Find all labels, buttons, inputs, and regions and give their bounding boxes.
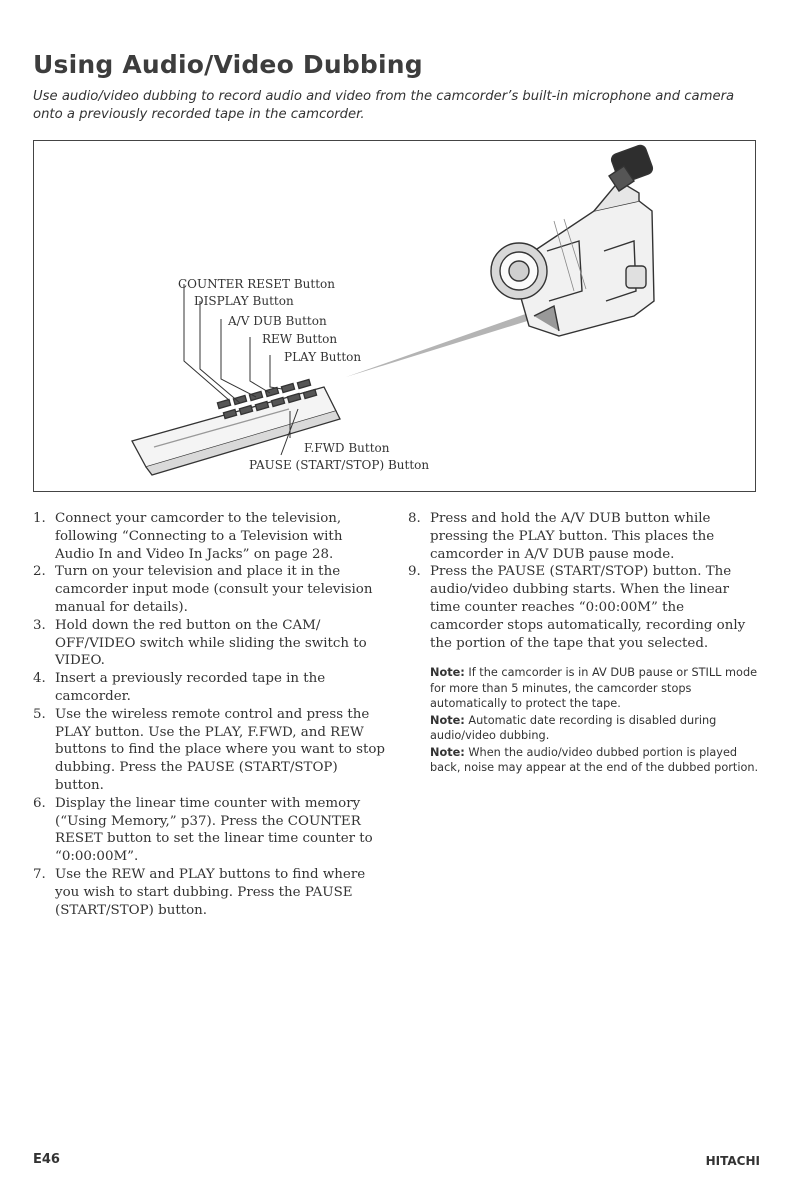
note-label: Note: (430, 713, 465, 727)
brand-name: HITACHI (705, 1154, 760, 1168)
callout-pause: PAUSE (START/STOP) Button (249, 458, 430, 472)
note-item (430, 745, 760, 776)
page-title: Using Audio/Video Dubbing (33, 50, 423, 79)
step-item (33, 866, 385, 919)
steps-right-column (408, 510, 758, 652)
step-item (33, 510, 385, 563)
intro-text: Use audio/video dubbing to record audio and video from the camcorder’s built-in microphone and camera onto a previously recorded tape in the camcorder. (33, 89, 735, 122)
callout-play: PLAY Button (284, 350, 362, 364)
steps-left-column (33, 510, 385, 919)
step-text: Connect your camcorder to the television, following “Connecting to a Television with Audio In and Video In Jacks” on page 28. (55, 511, 343, 562)
step-item (33, 617, 385, 670)
step-number: 5. (33, 706, 46, 722)
callout-counter-reset: COUNTER RESET Button (178, 277, 335, 291)
note-label: Note: (430, 666, 465, 679)
notes-block (430, 665, 760, 777)
step-item (33, 670, 385, 706)
step-item (33, 795, 385, 866)
step-text: Use the REW and PLAY buttons to find where you wish to start dubbing. Press the PAUSE (START/STOP) button. (55, 866, 366, 918)
remote-control-figure (33, 140, 756, 492)
callout-display: DISPLAY Button (194, 294, 294, 308)
page-number: E46 (33, 1152, 60, 1167)
step-text: Insert a previously recorded tape in the camcorder. (55, 671, 326, 704)
note-text: Automatic date recording is disabled during audio/video dubbing. (430, 713, 717, 742)
step-text: Press the PAUSE (START/STOP) button. The audio/video dubbing starts. When the linear time counter reaches “0:00:00M” the camcorder stops automatically, recording only the portion of the tape that you selected. (430, 564, 746, 651)
camcorder-drawing (491, 144, 654, 336)
step-item (33, 706, 385, 795)
note-item (430, 713, 760, 744)
step-text: Display the linear time counter with memory (“Using Memory,” p37). Press the COUNTER RESET button to set the linear time counter to “0:00:00M”. (55, 795, 373, 865)
step-number: 4. (33, 671, 46, 687)
step-text: Hold down the red button on the CAM/ OFF/VIDEO switch while sliding the switch to VIDEO. (55, 617, 367, 669)
step-text: Turn on your television and place it in the camcorder input mode (consult your television manual for details). (55, 564, 373, 615)
step-text: Press and hold the A/V DUB button while pressing the PLAY button. This places the camcorder in A/V DUB pause mode. (430, 511, 715, 562)
step-number: 1. (33, 511, 46, 526)
step-number: 2. (33, 564, 46, 580)
step-number: 3. (33, 617, 46, 633)
step-number: 7. (33, 866, 46, 882)
step-item (408, 510, 758, 563)
step-number: 6. (33, 795, 46, 811)
callout-rew: REW Button (262, 332, 338, 346)
callout-av-dub: A/V DUB Button (228, 314, 327, 328)
step-number: 8. (408, 511, 421, 526)
callout-ffwd: F.FWD Button (304, 441, 390, 455)
step-text: Use the wireless remote control and press the PLAY button. Use the PLAY, F.FWD, and REW buttons to find the place where you want to stop dubbing. Press the PAUSE (START/STOP) button. (55, 706, 385, 793)
step-item (33, 563, 385, 616)
step-item (408, 563, 758, 652)
note-item (430, 665, 760, 712)
remote-camcorder-illustration (34, 141, 757, 493)
note-text: When the audio/video dubbed portion is played back, noise may appear at the end of the dubbed portion. (430, 745, 759, 774)
note-text: If the camcorder is in AV DUB pause or STILL mode for more than 5 minutes, the camcorder stops automatically to protect the tape. (430, 666, 758, 710)
note-label: Note: (430, 745, 465, 759)
step-number: 9. (408, 564, 421, 580)
